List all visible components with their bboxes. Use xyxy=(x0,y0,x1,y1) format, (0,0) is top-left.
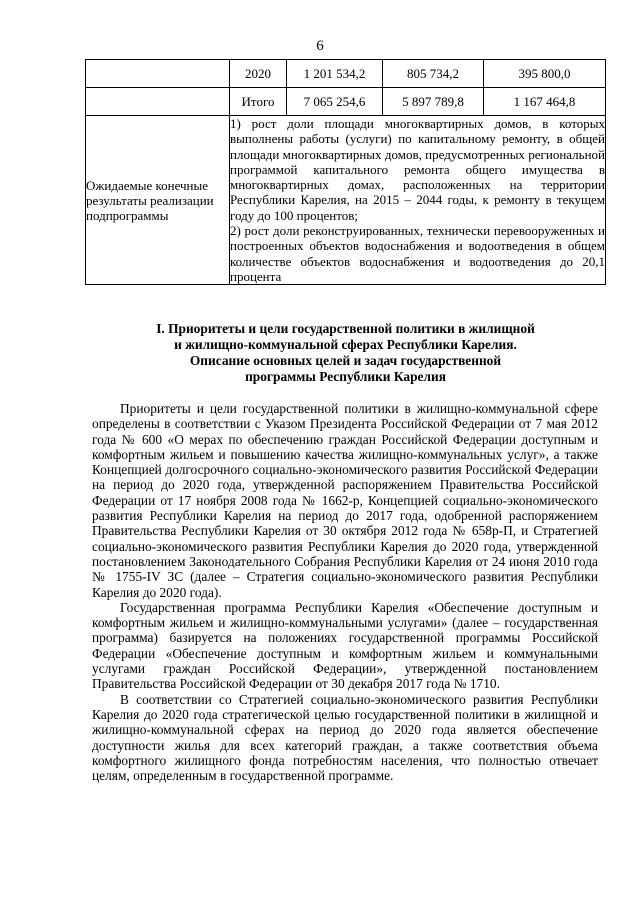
table-cell-value: 5 897 789,8 xyxy=(383,88,484,116)
table-cell-value: 805 734,2 xyxy=(383,60,484,88)
results-item: 2) рост доли реконструированных, технически перевооруженных и построенных объектов водоснабжения и водоотведения в общем количестве объектов водоснабжения и водоотведения до 20,1 процента xyxy=(230,223,605,284)
table-row xyxy=(86,60,606,88)
table-cell-value: 395 800,0 xyxy=(484,60,606,88)
table-cell-value: 1 201 534,2 xyxy=(287,60,383,88)
paragraph: Государственная программа Республики Карелия «Обеспечение доступным и комфортным жильем и жилищно-коммунальными услугами» (далее – государственная программа) базируется на положениях государственной программы Российской Федерации «Обеспечение доступным и комфортным жильем и коммунальными услугами граждан Российской Федерации», утвержденной постановлением Правительства Российской Федерации от 30 декабря 2017 года № 1710. xyxy=(92,599,598,692)
funding-table xyxy=(85,59,606,285)
results-item: 1) рост доли площади многоквартирных домов, в которых выполнены работы (услуги) по капитальному ремонту, в общей площади многоквартирных домов, предусмотренных региональной программой капитального ремонта общего имущества в многоквартирных домах, расположенных на территории Республики Карелия, на 2015 – 2044 годы, к ремонту в текущем году до 100 процентов; xyxy=(230,116,605,223)
heading-line: программы Республики Карелия xyxy=(245,369,446,384)
heading-line: Описание основных целей и задач государственной xyxy=(189,353,502,368)
table-row-results xyxy=(86,116,606,285)
table-cell-year: Итого xyxy=(230,88,287,116)
section-heading xyxy=(85,321,606,385)
paragraph: В соответствии со Стратегией социально-экономического развития Республики Карелия до 2020 года стратегической целью государственной политики в жилищной и жилищно-коммунальной сферах на период до 2020 года является обеспечение доступности жилья для всех категорий граждан, а также соответствия объема комфортного жилищного фонда потребностям населения, что полностью отвечает целям, определенным в государственной программе. xyxy=(92,691,598,784)
table-cell xyxy=(86,88,230,116)
table-cell-value: 1 167 464,8 xyxy=(484,88,606,116)
paragraph: Приоритеты и цели государственной политики в жилищно-коммунальной сфере определены в соответствии с Указом Президента Российской Федерации от 7 мая 2012 года № 600 «О мерах по обеспечению граждан Российской Федерации доступным и комфортным жильем и повышению качества жилищно-коммунальных услуг», а также Концепцией долгосрочного социально-экономического развития Российской Федерации на период до 2020 года, утвержденной распоряжением Правительства Российской Федерации от 17 ноября 2008 года № 1662-р, Концепцией социально-экономического развития Республики Карелия на период до 2017 года, одобренной распоряжением Правительства Республики Карелия от 30 октября 2012 года № 658р-П, и Стратегией социально-экономического развития Республики Карелия до 2020 года, утвержденной постановлением Законодательного Собрания Республики Карелия от 24 июня 2010 года № 1755-IV ЗС (далее – Стратегия социально-экономического развития Республики Карелия до 2020 года). xyxy=(92,401,598,600)
table-cell xyxy=(86,60,230,88)
body-text xyxy=(92,401,598,783)
table-cell-year: 2020 xyxy=(230,60,287,88)
results-text xyxy=(230,116,606,285)
results-label: Ожидаемые конечные результаты реализации подпрограммы xyxy=(86,116,230,285)
table-cell-value: 7 065 254,6 xyxy=(287,88,383,116)
heading-line: I. Приоритеты и цели государственной политики в жилищной xyxy=(156,321,535,336)
heading-line: и жилищно-коммунальной сферах Республики Карелия. xyxy=(174,337,517,352)
page-number: 6 xyxy=(316,38,324,54)
table-row xyxy=(86,88,606,116)
